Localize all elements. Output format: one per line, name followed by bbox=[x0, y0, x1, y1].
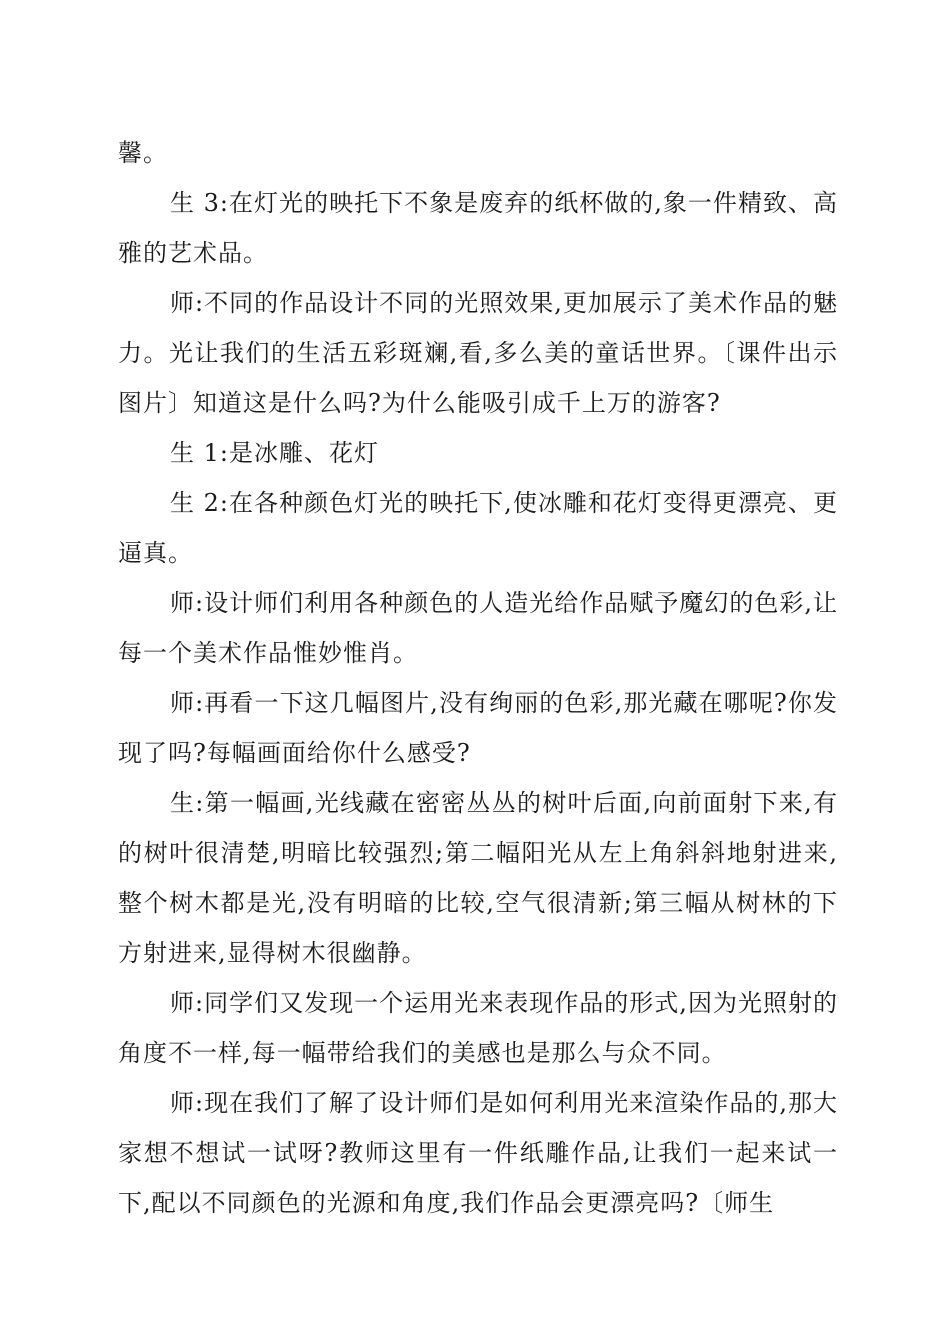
paragraph-2: 生 3:在灯光的映托下不象是废弃的纸杯做的,象一件精致、高雅的艺术品。 bbox=[118, 189, 838, 267]
paragraph-3: 师:不同的作品设计不同的光照效果,更加展示了美术作品的魅力。光让我们的生活五彩斑斓,看,多么美的童话世界。〔课件出示图片〕知道这是什么吗?为什么能吸引成千上万的游客? bbox=[118, 289, 838, 417]
paragraph-1: 馨。 bbox=[118, 139, 168, 167]
paragraph-10: 师:现在我们了解了设计师们是如何利用光来渲染作品的,那大家想不想试一试呀?教师这里有一件纸雕作品,让我们一起来试一下,配以不同颜色的光源和角度,我们作品会更漂亮吗?〔师生 bbox=[118, 1089, 838, 1217]
paragraph-7: 师:再看一下这几幅图片,没有绚丽的色彩,那光藏在哪呢?你发现了吗?每幅画面给你什么感受? bbox=[118, 689, 838, 767]
paragraph-6: 师:设计师们利用各种颜色的人造光给作品赋予魔幻的色彩,让每一个美术作品惟妙惟肖。 bbox=[118, 589, 838, 667]
paragraph-9: 师:同学们又发现一个运用光来表现作品的形式,因为光照射的角度不一样,每一幅带给我们的美感也是那么与众不同。 bbox=[118, 989, 838, 1067]
paragraph-5: 生 2:在各种颜色灯光的映托下,使冰雕和花灯变得更漂亮、更逼真。 bbox=[118, 489, 838, 567]
paragraph-4: 生 1:是冰雕、花灯 bbox=[170, 439, 379, 467]
document-body bbox=[118, 128, 838, 1228]
paragraph-8: 生:第一幅画,光线藏在密密丛丛的树叶后面,向前面射下来,有的树叶很清楚,明暗比较强烈;第二幅阳光从左上角斜斜地射进来,整个树木都是光,没有明暗的比较,空气很清新;第三幅从树林的下方射进来,显得树木很幽静。 bbox=[118, 789, 838, 967]
